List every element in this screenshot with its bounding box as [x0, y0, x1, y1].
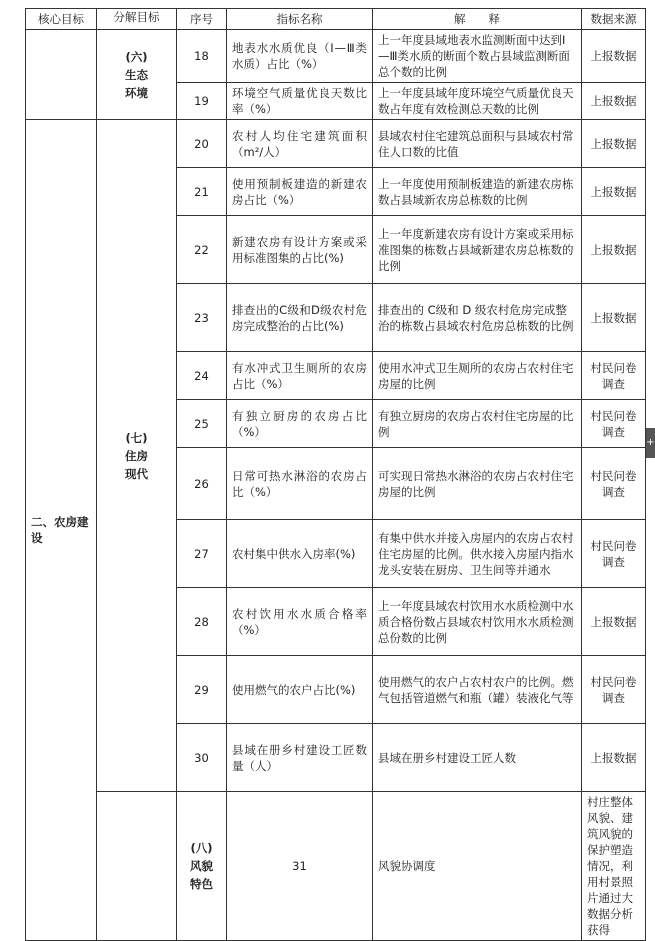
row-number: 27 — [177, 520, 227, 588]
data-source: 上报数据 — [582, 216, 646, 284]
row-number: 23 — [177, 284, 227, 352]
table-row — [26, 30, 646, 83]
data-source: 上报数据 — [582, 30, 646, 83]
header-sub-goal: 分解目标 — [97, 9, 177, 30]
header-number: 序号 — [177, 9, 227, 30]
table-row — [26, 792, 646, 941]
table-row — [26, 120, 646, 168]
indicator-table — [25, 8, 646, 941]
indicator-explanation: 上一年度县域地表水监测断面中达到Ⅰ—Ⅲ类水质的断面个数占县域监测断面总个数的比例 — [373, 30, 582, 83]
indicator-name: 农村集中供水入房率(%) — [227, 520, 373, 588]
sub-goal-g6: (六) 生态 环境 — [97, 30, 177, 120]
data-source: 上报数据 — [582, 83, 646, 120]
row-number: 19 — [177, 83, 227, 120]
data-source: 村民问卷调查 — [582, 448, 646, 520]
indicator-explanation: 上一年度县域农村饮用水水质检测中水质合格份数占县域农村饮用水水质检测总份数的比例 — [373, 588, 582, 656]
indicator-explanation: 排查出的 C级和 D 级农村危房完成整治的栋数占县域农村危房总栋数的比例 — [373, 284, 582, 352]
core-goal-cell-empty — [26, 30, 97, 120]
row-number: 30 — [177, 724, 227, 792]
header-explanation: 解 释 — [373, 9, 582, 30]
row-number: 24 — [177, 352, 227, 400]
indicator-name: 环境空气质量优良天数比率（%） — [227, 83, 373, 120]
indicator-name: 使用燃气的农户占比(%) — [227, 656, 373, 724]
indicator-explanation: 县域农村住宅建筑总面积与县域农村常住人口数的比值 — [373, 120, 582, 168]
indicator-name: 有水冲式卫生厕所的农房占比（%） — [227, 352, 373, 400]
header-data-source: 数据来源 — [582, 9, 646, 30]
row-number: 21 — [177, 168, 227, 216]
data-source: 村民问卷调查 — [582, 656, 646, 724]
row-number: 28 — [177, 588, 227, 656]
indicator-explanation: 使用燃气的农户占农村农户的比例。燃气包括管道燃气和瓶（罐）装液化气等 — [373, 656, 582, 724]
indicator-explanation: 可实现日常热水淋浴的农房占农村住宅房屋的比例 — [373, 448, 582, 520]
header-core-goal: 核心目标 — [26, 9, 97, 30]
indicator-name: 排查出的C级和D级农村危房完成整治的占比(%) — [227, 284, 373, 352]
row-number: 22 — [177, 216, 227, 284]
indicator-explanation: 使用水冲式卫生厕所的农房占农村住宅房屋的比例 — [373, 352, 582, 400]
row-number: 18 — [177, 30, 227, 83]
expand-tab[interactable]: + — [646, 428, 655, 458]
indicator-name: 县域在册乡村建设工匠数量（人） — [227, 724, 373, 792]
indicator-name: 农村饮用水水质合格率（%） — [227, 588, 373, 656]
indicator-explanation: 有集中供水并接入房屋内的农房占农村住宅房屋的比例。供水接入房屋内指水龙头安装在厨房、卫生间等并通水 — [373, 520, 582, 588]
sub-goal-g8: (八) 风貌 特色 — [177, 792, 227, 941]
data-source: 上报数据 — [582, 120, 646, 168]
row-number: 26 — [177, 448, 227, 520]
indicator-name: 风貌协调度 — [373, 792, 582, 941]
row-number: 20 — [177, 120, 227, 168]
indicator-explanation: 上一年度新建农房有设计方案或采用标准图集的栋数占县域新建农房总栋数的比例 — [373, 216, 582, 284]
data-source: 上报数据 — [582, 284, 646, 352]
row-number: 25 — [177, 400, 227, 448]
row-number: 29 — [177, 656, 227, 724]
data-source: 村民问卷调查 — [582, 352, 646, 400]
row-number: 31 — [227, 792, 373, 941]
indicator-name: 农村人均住宅建筑面积（m²/人） — [227, 120, 373, 168]
data-source: 上报数据 — [582, 168, 646, 216]
data-source: 上报数据 — [582, 724, 646, 792]
indicator-name: 日常可热水淋浴的农房占比（%） — [227, 448, 373, 520]
indicator-name: 地表水水质优良（Ⅰ—Ⅲ类水质）占比（%） — [227, 30, 373, 83]
indicator-explanation: 上一年度使用预制板建造的新建农房栋数占县域新农房总栋数的比例 — [373, 168, 582, 216]
core-goal-cell-empty-bottom — [97, 792, 177, 941]
indicator-name: 有独立厨房的农房占比（%） — [227, 400, 373, 448]
sub-goal-g7: (七) 住房 现代 — [97, 120, 177, 792]
indicator-explanation: 村庄整体风貌、建筑风貌的保护塑造情况，利用村景照片通过大数据分析获得 — [582, 792, 646, 941]
data-source: 上报数据 — [582, 588, 646, 656]
data-source: 村民问卷调查 — [582, 400, 646, 448]
header-row — [26, 9, 646, 30]
indicator-name: 使用预制板建造的新建农房占比（%） — [227, 168, 373, 216]
core-goal-cell: 二、农房建设 — [26, 120, 97, 941]
indicator-name: 新建农房有设计方案或采用标准图集的占比(%) — [227, 216, 373, 284]
data-source: 村民问卷调查 — [582, 520, 646, 588]
header-indicator-name: 指标名称 — [227, 9, 373, 30]
indicator-explanation: 上一年度县域年度环境空气质量优良天数占年度有效检测总天数的比例 — [373, 83, 582, 120]
indicator-explanation: 有独立厨房的农房占农村住宅房屋的比例 — [373, 400, 582, 448]
indicator-explanation: 县域在册乡村建设工匠人数 — [373, 724, 582, 792]
